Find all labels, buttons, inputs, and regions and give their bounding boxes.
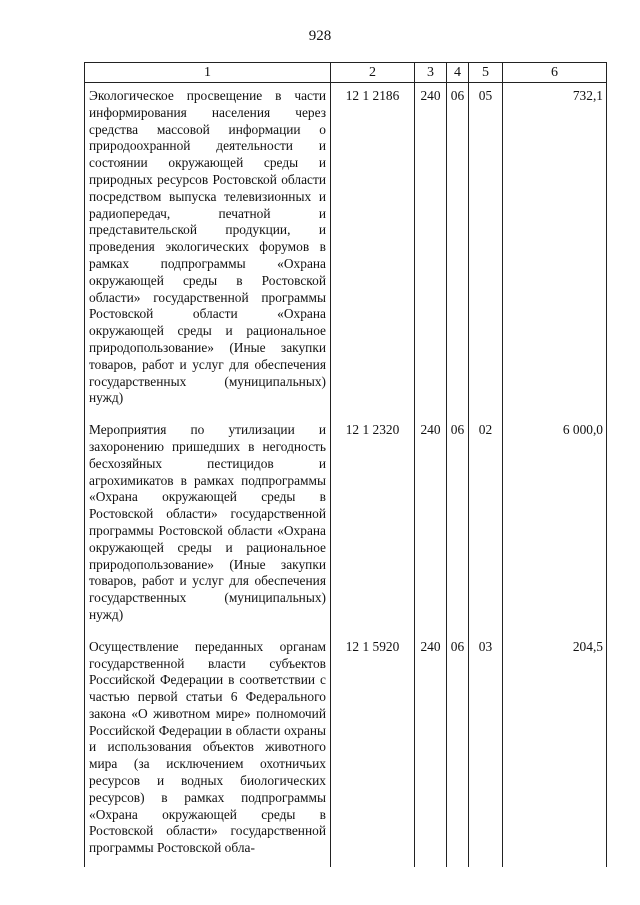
row-amount: 732,1 [503,83,607,418]
row-section: 06 [447,417,469,634]
row-description: Мероприятия по утилизации и захоронению пришедших в негодность бесхозяйных пестицидов и агрохимикатов в рамках подпрограммы «Охрана окружающей среды в Ростовской области» государственной программы Ростовской области «Охрана окружающей среды и рациональное природопользование» (Иные закупки товаров, работ и услуг для обеспечения государственных (муниципальных) нужд) [85,417,331,634]
budget-table [84,62,607,867]
row-target-code: 12 1 5920 [331,634,415,867]
row-subsection: 02 [469,417,503,634]
row-subsection: 05 [469,83,503,418]
table-row [85,83,607,418]
header-col-1: 1 [85,63,331,83]
page-number: 928 [308,28,332,44]
row-expense-type: 240 [415,83,447,418]
header-col-5: 5 [469,63,503,83]
header-col-6: 6 [503,63,607,83]
header-col-4: 4 [447,63,469,83]
table-row [85,634,607,867]
row-expense-type: 240 [415,417,447,634]
row-section: 06 [447,83,469,418]
header-col-2: 2 [331,63,415,83]
row-description: Осуществление переданных органам государственной власти субъектов Российской Федерации в соответствии с частью первой статьи 6 Федерального закона «О животном мире» полномочий Российской Федерации в области охраны и использования объектов животного мира (за исключением охотничьих ресурсов и водных биологических ресурсов) в рамках подпрограммы «Охрана окружающей среды в Ростовской области» государственной программы Ростовской обла- [85,634,331,867]
row-target-code: 12 1 2186 [331,83,415,418]
header-col-3: 3 [415,63,447,83]
header-row [85,63,607,83]
row-expense-type: 240 [415,634,447,867]
row-subsection: 03 [469,634,503,867]
row-amount: 204,5 [503,634,607,867]
row-description: Экологическое просвещение в части информирования населения через средства массовой информации о природоохранной деятельности и состоянии окружающей среды и природных ресурсов Ростовской области посредством выпуска телевизионных и радиопередач, печатной и представительской продукции, и проведения экологических форумов в рамках подпрограммы «Охрана окружающей среды в Ростовской области» государственной программы Ростовской области «Охрана окружающей среды и рациональное природопользование» (Иные закупки товаров, работ и услуг для обеспечения государственных (муниципальных) нужд) [85,83,331,418]
row-target-code: 12 1 2320 [331,417,415,634]
table-row [85,417,607,634]
row-amount: 6 000,0 [503,417,607,634]
row-section: 06 [447,634,469,867]
